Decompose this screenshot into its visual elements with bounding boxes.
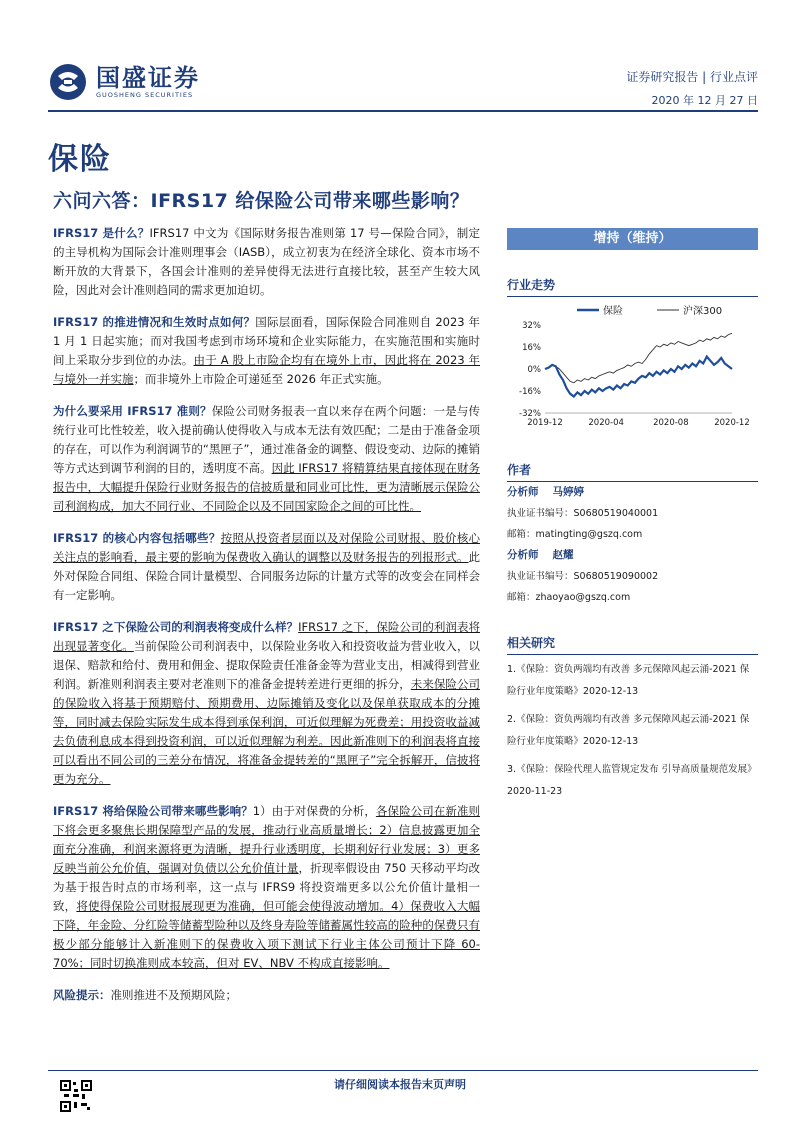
email-label: 邮箱： xyxy=(507,592,536,603)
footer-disclaimer: 请仔细阅读本报告末页声明 xyxy=(334,1078,466,1091)
y-tick-label: -32% xyxy=(519,409,541,419)
logo-chinese-name: 国盛证券 xyxy=(96,63,200,92)
paragraph-tail: 此外对保险合同组、保险合同计量模型、合同服务边际的计量方式等的改变会在同样会有一定影响。 xyxy=(53,550,480,602)
paragraph-core-content xyxy=(53,529,480,605)
trend-chart-svg xyxy=(507,301,758,431)
analyst-list xyxy=(507,482,758,608)
risk-warning xyxy=(53,986,480,1005)
guosheng-logo-icon xyxy=(48,62,88,102)
paragraph-text: 当前保险公司利润表中，以保险业务收入和投资收益为营业收入，以退保、赔款和给付、费用和佣金、提取保险责任准备金等为营业支出，相减得到营业利润。新准则利润表主要对老准则下的准备金提转差进行更细的拆分， xyxy=(53,639,481,691)
sidebar xyxy=(507,228,758,809)
license-label: 执业证书编号： xyxy=(507,571,574,582)
trend-section-title: 行业走势 xyxy=(507,276,758,297)
report-title: 六问六答：IFRS17 给保险公司带来哪些影响？ xyxy=(53,190,470,212)
analyst-name: 赵耀 xyxy=(552,549,574,561)
trend-chart xyxy=(507,301,758,435)
x-tick-label: 2020-12 xyxy=(714,418,750,428)
x-tick-label: 2020-04 xyxy=(588,418,624,428)
license-number: S0680519040001 xyxy=(573,508,659,519)
analyst-email[interactable]: zhaoyao@gszq.com xyxy=(535,592,631,603)
related-item[interactable]: 2.《保险：资负两端均有改善 多元保障风起云涌-2021 保险行业年度策略》2020-12-13 xyxy=(507,714,750,747)
logo-english-name: GUOSHENG SECURITIES xyxy=(96,90,194,99)
paragraph-why-adopt xyxy=(53,402,480,516)
email-label: 邮箱： xyxy=(507,529,536,540)
license-label: 执业证书编号： xyxy=(507,508,574,519)
question-heading: IFRS17 是什么？ xyxy=(53,226,150,240)
report-header xyxy=(48,62,758,107)
paragraph-tail: ；而非境外上市险企可递延至 2026 年正式实施。 xyxy=(133,372,389,386)
legend-label: 沪深300 xyxy=(683,306,723,317)
analyst-role: 分析师 xyxy=(507,549,539,561)
license-number: S0680519090002 xyxy=(573,571,659,582)
paragraph-highlight: IFRS17 之下，保险公司的利润表将出现显著变化。 xyxy=(53,620,480,653)
company-logo xyxy=(48,62,200,102)
analyst-email[interactable]: matingting@gszq.com xyxy=(535,529,643,540)
y-tick-label: 0% xyxy=(527,365,541,375)
paragraph-text: 国际层面看，国际保险合同准则自 2023 年 1 月 1 日起实施；而对我国考虑到市场环境和企业实际能力，在实施范围和实施时间上采取分步到位的办法。 xyxy=(53,315,481,367)
paragraph-highlight: 因此 IFRS17 将精算结果直接体现在财务报告中，大幅提升保险行业财务报告的信披质量和同业可比性，更为清晰展示保险公司利润构成，加大不同行业、不同险企以及不同国家险企之间的可比性。 xyxy=(53,461,480,513)
paragraph-highlight: 各保险公司在新准则下将会更多聚焦长期保障型产品的发展，推动行业高质量增长；2）信息披露更加全面充分准确，利润来源将更为清晰，提升行业透明度，长期利好行业发展；3）更多反映当前公允价值，强调对负债以公允价值计量 xyxy=(53,804,481,875)
risk-label: 风险提示： xyxy=(53,988,111,1002)
header-divider xyxy=(48,110,758,112)
legend-label: 保险 xyxy=(603,306,623,317)
paragraph-highlight-2: 未来保险公司的保险收入将基于预期赔付、预期费用、边际摊销及变化以及保单获取成本的分摊等，同时减去保险实际发生成本得到承保利润，可近似理解为死费差；用投资收益减去负债利息成本得到投资利润，可以近似理解为利差。因此新准则下的利润表将直接可以看出不同公司的三差分布情况，将准备金提转差的“黑匣子”完全拆解开，信披将更为充分。 xyxy=(53,677,481,786)
paragraph-what-is-ifrs17 xyxy=(53,224,480,300)
related-item[interactable]: 3.《保险：保险代理人监管规定发布 引导高质量规范发展》2020-11-23 xyxy=(507,764,757,797)
related-research-list xyxy=(507,659,758,803)
paragraph-text: 1）由于对保费的分析， xyxy=(252,804,376,818)
y-tick-label: 32% xyxy=(522,321,541,331)
paragraph-impacts xyxy=(53,802,480,973)
question-heading: IFRS17 将给保险公司带来哪些影响？ xyxy=(53,804,253,818)
risk-text: 准则推进不及预期风险； xyxy=(110,988,237,1002)
analyst-2 xyxy=(507,545,758,608)
analyst-name: 马婷婷 xyxy=(552,486,584,498)
question-heading: 为什么要采用 IFRS17 准则？ xyxy=(53,404,212,418)
question-heading: IFRS17 的推进情况和生效时点如何？ xyxy=(53,315,256,329)
authors-section-title: 作者 xyxy=(507,461,758,482)
related-item[interactable]: 1.《保险：资负两端均有改善 多元保障风起云涌-2021 保险行业年度策略》2020-12-13 xyxy=(507,664,750,697)
paragraph-income-statement xyxy=(53,618,480,789)
paragraph-highlight: 由于 A 股上市险企均有在境外上市，因此将在 2023 年与境外一并实施 xyxy=(53,353,480,386)
paragraph-text: IFRS17 中文为《国际财务报告准则第 17 号—保险合同》，制定的主导机构为国际会计准则理事会（IASB），成立初衷为在经济全球化、资本市场不断开放的大背景下，各国会计准则的差异使得无法进行直接比较，甚至产生较大风险，因此对会计准则趋同的需求更加迫切。 xyxy=(53,226,481,297)
analyst-role: 分析师 xyxy=(507,486,539,498)
question-heading: IFRS17 之下保险公司的利润表将变成什么样？ xyxy=(53,620,299,634)
analyst-1 xyxy=(507,482,758,545)
industry-name: 保险 xyxy=(48,142,112,177)
question-heading: IFRS17 的核心内容包括哪些？ xyxy=(53,531,221,545)
report-date: 2020 年 12 月 27 日 xyxy=(651,94,758,107)
series-line-insurance xyxy=(545,357,732,397)
paragraph-tail: ，折现率假设由 750 天移动平均改为基于报告时点的市场利率，这一点与 IFRS9 将投资端更多以公允价值计量相一致， xyxy=(53,861,481,913)
document-type: 证券研究报告 | 行业点评 xyxy=(626,70,758,84)
footer-divider xyxy=(48,1070,758,1071)
paragraph-progress xyxy=(53,313,480,389)
main-body xyxy=(53,224,480,1018)
x-tick-label: 2019-12 xyxy=(527,418,563,428)
y-tick-label: -16% xyxy=(519,387,541,397)
rating-badge: 增持（维持） xyxy=(507,228,758,250)
paragraph-highlight-2: 将使得保险公司财报展现更为准确，但可能会使得波动增加。4）保费收入大幅下降，年金险、分红险等储蓄型险种以及终身寿险等储蓄属性较高的险种的保费只有极少部分能够计入新准则下的保费收入项下测试下行业主体公司预计下降 60-70%；同时切换准则成本较高，但对 EV、NBV 不构成直接影响。 xyxy=(53,899,481,970)
x-tick-label: 2020-08 xyxy=(653,418,689,428)
paragraph-text: 保险公司财务报表一直以来存在两个问题：一是与传统行业可比性较差，收入提前确认使得收入与成本无法有效匹配；二是由于准备金项的存在，可以作为利润调节的“黑匣子”，通过准备金的调整、假设变动、边际的摊销等方式达到调节利润的目的，透明度不高。 xyxy=(53,404,480,475)
series-line-hs300 xyxy=(545,333,732,383)
paragraph-highlight: 按照从投资者层面以及对保险公司财报、股价核心关注点的影响看，最主要的影响为保费收入确认的调整以及财务报告的列报形式。 xyxy=(53,531,481,564)
y-tick-label: 16% xyxy=(522,343,541,353)
related-section-title: 相关研究 xyxy=(507,634,758,655)
